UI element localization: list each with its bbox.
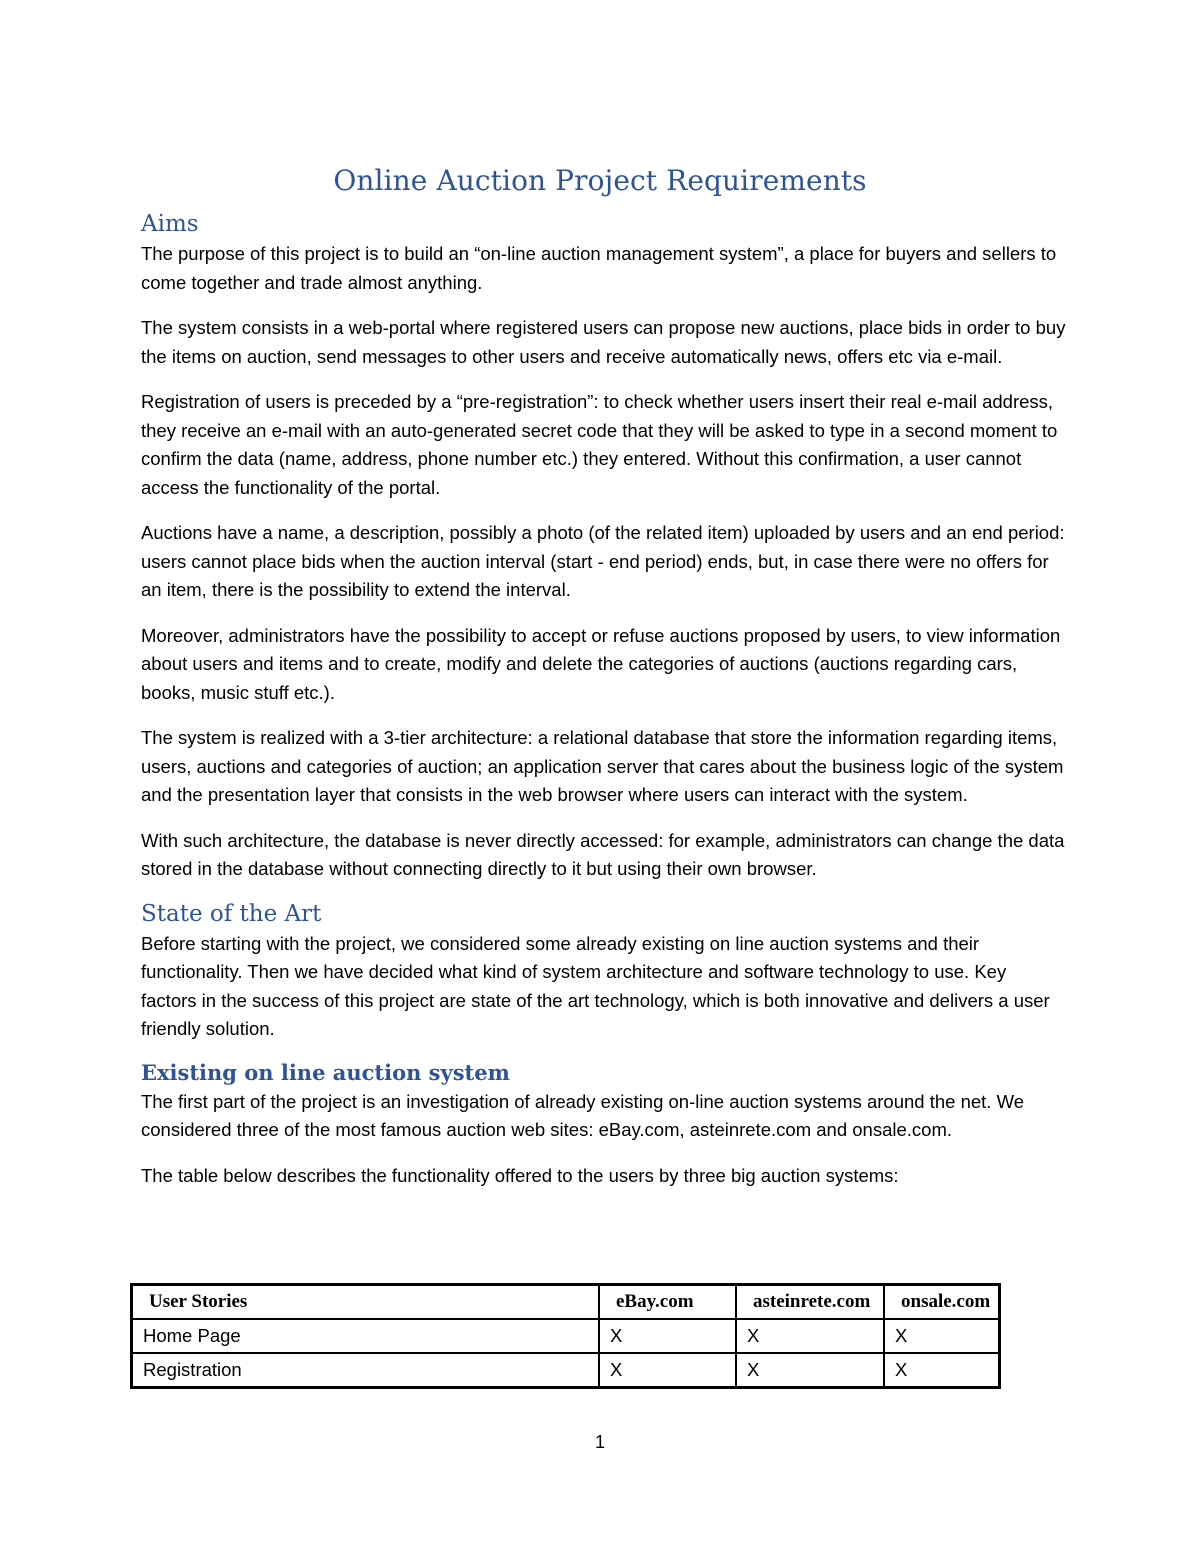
paragraph: With such architecture, the database is never directly accessed: for example, administrators can change the data stored in the database without connecting directly to it but using their own browser.	[141, 829, 1065, 879]
table-cell: X	[736, 1319, 884, 1353]
table-header-cell: onsale.com	[884, 1285, 1000, 1320]
section-existing-systems	[141, 1058, 1066, 1191]
table-cell: Registration	[132, 1353, 600, 1388]
page-number: 1	[594, 1432, 605, 1452]
table-row	[132, 1353, 1000, 1388]
table-cell: X	[599, 1353, 736, 1388]
paragraph: The first part of the project is an investigation of already existing on-line auction systems around the net. We considered three of the most famous auction web sites: eBay.com, asteinrete.com and onsale.com.	[141, 1090, 1024, 1140]
table-header-cell: eBay.com	[599, 1285, 736, 1320]
table-cell: X	[599, 1319, 736, 1353]
paragraph: The system consists in a web-portal where registered users can propose new auctions, place bids in order to buy the items on auction, send messages to other users and receive automatically news, offers etc via e-mail.	[141, 317, 1066, 367]
paragraph: Registration of users is preceded by a “pre-registration”: to check whether users insert their real e-mail address, they receive an e-mail with an auto-generated secret code that they will be asked to type in a second moment to confirm the data (name, address, phone number etc.) they entered. Without this confirmation, a user cannot access the functionality of the portal.	[141, 391, 1058, 498]
table-cell: X	[736, 1353, 884, 1388]
document-title: Online Auction Project Requirements	[333, 164, 867, 197]
section-state-of-the-art	[141, 898, 1066, 1044]
table-header-row	[132, 1285, 1000, 1320]
table-row	[132, 1319, 1000, 1353]
heading-state-of-the-art: State of the Art	[141, 900, 322, 927]
heading-aims: Aims	[141, 211, 199, 237]
heading-existing-systems: Existing on line auction system	[141, 1059, 510, 1085]
table-header-cell: User Stories	[132, 1285, 600, 1320]
paragraph: The table below describes the functionality offered to the users by three big auction systems:	[141, 1164, 899, 1186]
table-cell: X	[884, 1319, 1000, 1353]
table-cell: Home Page	[132, 1319, 600, 1353]
user-stories-table	[130, 1283, 1001, 1389]
table-header-cell: asteinrete.com	[736, 1285, 884, 1320]
paragraph: The system is realized with a 3-tier architecture: a relational database that store the information regarding items, users, auctions and categories of auction; an application server that cares about the business logic of the system and the presentation layer that consists in the web browser where users can interact with the system.	[141, 727, 1064, 805]
document-body	[141, 208, 1066, 1207]
section-aims	[141, 208, 1066, 884]
table-cell: X	[884, 1353, 1000, 1388]
paragraph: The purpose of this project is to build an “on-line auction management system”, a place for buyers and sellers to come together and trade almost anything.	[141, 243, 1057, 293]
paragraph: Moreover, administrators have the possibility to accept or refuse auctions proposed by users, to view information about users and items and to create, modify and delete the categories of auctions (auctions regarding cars, books, music stuff etc.).	[141, 624, 1061, 703]
paragraph: Before starting with the project, we considered some already existing on line auction systems and their functionality. Then we have decided what kind of system architecture and software technology to use. Key factors in the success of this project are state of the art technology, which is both innovative and delivers a user friendly solution.	[141, 932, 1050, 1039]
paragraph: Auctions have a name, a description, possibly a photo (of the related item) uploaded by users and an end period: users cannot place bids when the auction interval (start - end period) ends, but, in case there were no offers for an item, there is the possibility to extend the interval.	[141, 522, 1065, 600]
